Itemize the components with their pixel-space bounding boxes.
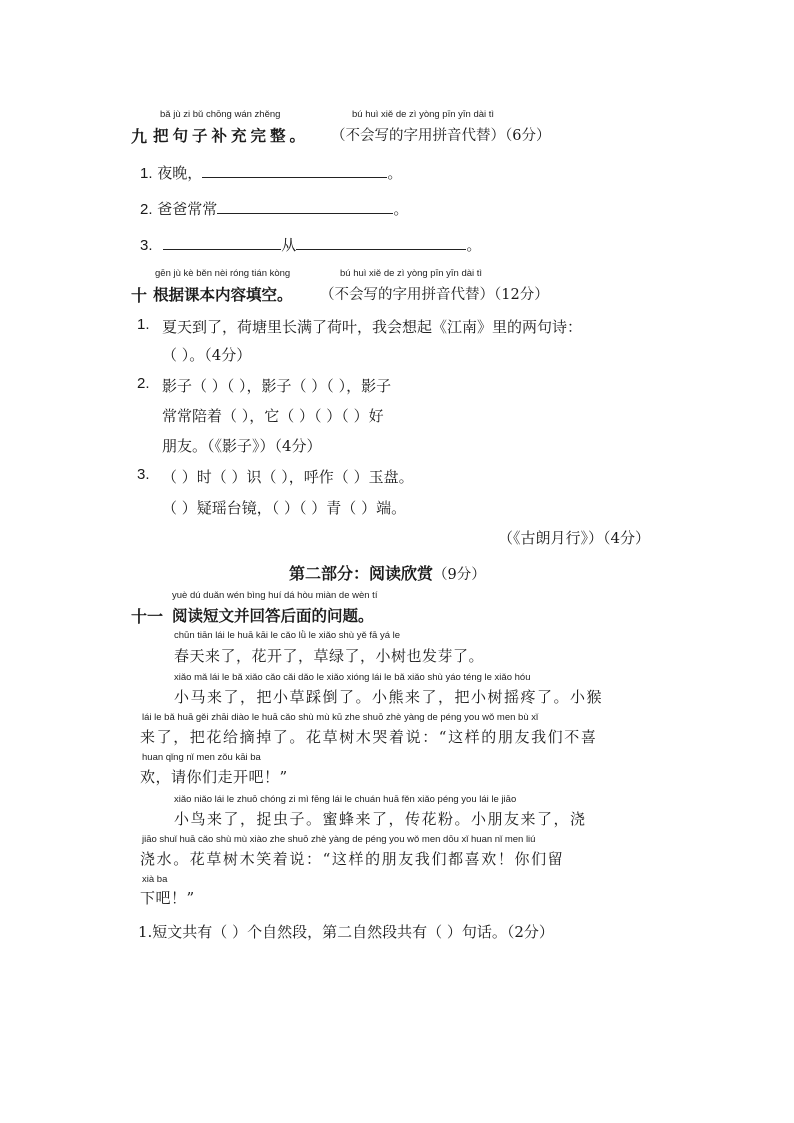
answer-blank[interactable]	[217, 199, 393, 214]
q9-title: 把句子补充完整。	[153, 127, 310, 145]
story-line: 春天来了，花开了，草绿了，小树也发芽了。	[174, 647, 485, 665]
story-pinyin: huan qǐng nǐ men zǒu kāi ba	[142, 752, 261, 763]
story-pinyin: jiāo shuǐ huā cǎo shù mù xiào zhe shuō zhè yàng de péng you wǒ men dōu xǐ huan nǐ men liú	[142, 834, 536, 845]
story-pinyin: xiǎo niǎo lái le zhuō chóng zi mì fēng lái le chuán huā fěn xiǎo péng you lái le jiāo	[174, 794, 517, 805]
q10-item-2-number: 2.	[137, 375, 150, 392]
story-line: 小鸟来了，捉虫子。蜜蜂来了，传花粉。小朋友来了，浇	[174, 810, 587, 828]
q10-item-2-line-1[interactable]: 影子（ ）（ ），影子（ ）（ ），影子	[162, 377, 392, 395]
q9-item-1: 1. 夜晚， 。	[140, 164, 403, 182]
q11-number: 十一	[131, 607, 164, 626]
q9-title-pinyin: bǎ jù zi bǔ chōng wán zhěng	[160, 109, 281, 120]
q10-item-2-line-3: 朋友。（《影子》）（4分）	[162, 437, 322, 455]
story-pinyin: xiǎo mǎ lái le bǎ xiǎo cǎo cǎi dǎo le xiǎo xióng lái le bǎ xiǎo shù yáo téng le xiǎo hóu	[174, 672, 531, 683]
q9-note-pinyin: bú huì xiě de zì yòng pīn yīn dài tì	[352, 109, 495, 120]
q10-item-3-source: （《古朗月行》）（4分）	[498, 529, 651, 547]
part2-heading: 第二部分：阅读欣赏（9分）	[289, 564, 486, 583]
story-pinyin: xià ba	[142, 874, 168, 885]
q10-number: 十	[131, 286, 148, 305]
answer-blank[interactable]	[202, 163, 387, 178]
q11-title-pinyin: yuè dú duǎn wén bìng huí dá hòu miàn de wèn tí	[172, 590, 378, 601]
q10-item-2-line-2[interactable]: 常常陪着（ ），它（ ）（ ）（ ）好	[162, 407, 384, 425]
q10-item-1-blank[interactable]: （ ）。（4分）	[162, 346, 252, 364]
q10-note: （不会写的字用拼音代替）（12分）	[320, 287, 549, 303]
q11-question-1[interactable]: 1.短文共有（ ）个自然段，第二自然段共有（ ）句话。（2分）	[138, 923, 554, 941]
q9-item-3: 3. 从 。	[140, 236, 482, 254]
q9-number: 九	[131, 127, 148, 146]
q10-item-3-line-2[interactable]: （ ）疑瑶台镜，（ ）（ ）青（ ）端。	[162, 499, 407, 517]
q10-item-1-number: 1.	[137, 316, 150, 333]
story-line: 浇水。花草树木笑着说：“这样的朋友我们都喜欢！你们留	[140, 850, 565, 868]
answer-blank[interactable]	[163, 235, 281, 250]
story-pinyin: chūn tiān lái le huā kāi le cǎo lǜ le xiǎo shù yě fā yá le	[174, 630, 401, 641]
q9-item-2: 2. 爸爸常常 。	[140, 200, 409, 218]
q10-item-3-line-1[interactable]: （ ）时（ ）识（ ），呼作（ ）玉盘。	[162, 468, 414, 486]
q10-title-pinyin: gēn jù kè běn nèi róng tián kòng	[155, 268, 291, 279]
q10-item-3-number: 3.	[137, 466, 150, 483]
story-pinyin: lái le bǎ huā gěi zhāi diào le huā cǎo shù mù kū zhe shuō zhè yàng de péng you wǒ men bù xǐ	[142, 712, 539, 723]
story-line: 欢，请你们走开吧！”	[140, 768, 288, 786]
story-line: 下吧！”	[140, 889, 195, 907]
q10-item-1-text: 夏天到了，荷塘里长满了荷叶，我会想起《江南》里的两句诗：	[162, 318, 583, 336]
q10-title: 根据课本内容填空。	[153, 286, 293, 304]
answer-blank[interactable]	[296, 235, 466, 250]
story-line: 来了，把花给摘掉了。花草树木哭着说：“这样的朋友我们不喜	[140, 728, 598, 746]
q9-note: （不会写的字用拼音代替）（6分）	[331, 128, 551, 144]
q10-note-pinyin: bú huì xiě de zì yòng pīn yīn dài tì	[340, 268, 483, 279]
story-line: 小马来了，把小草踩倒了。小熊来了，把小树摇疼了。小猴	[174, 688, 604, 706]
q11-title: 阅读短文并回答后面的问题。	[172, 607, 374, 625]
